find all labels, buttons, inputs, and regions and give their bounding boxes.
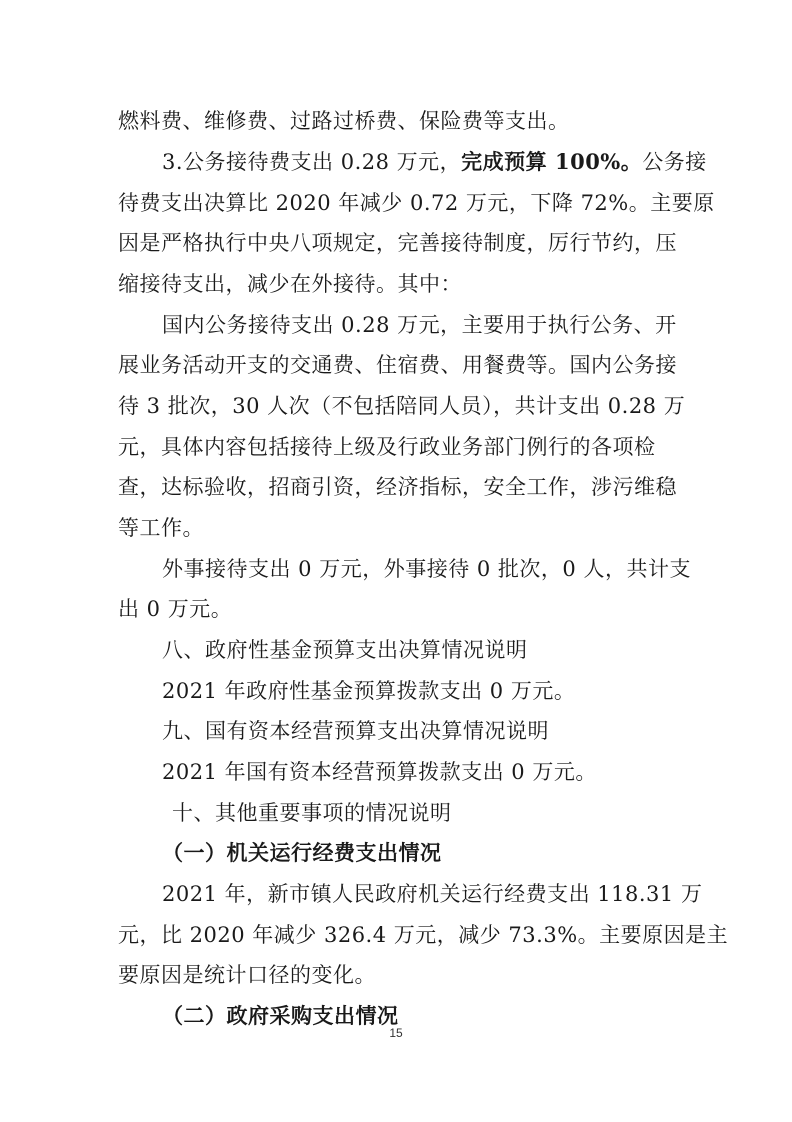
paragraph-line: 等工作。 — [118, 516, 204, 540]
paragraph-line: 元，具体内容包括接待上级及行政业务部门例行的各项检 — [118, 435, 656, 459]
paragraph-line — [162, 148, 707, 176]
paragraph-line: 待 3 批次，30 人次（不包括陪同人员），共计支出 0.28 万 — [118, 394, 686, 418]
bold-text-run: 完成预算 100%。 — [461, 149, 643, 174]
paragraph-line: 2021 年，新市镇人民政府机关运行经费支出 118.31 万 — [162, 882, 703, 906]
subsection-heading: （一）机关运行经费支出情况 — [162, 840, 442, 865]
text-run: 3.公务接待费支出 0.28 万元， — [162, 150, 462, 174]
section-heading: 八、政府性基金预算支出决算情况说明 — [162, 638, 528, 662]
paragraph-line: 要原因是统计口径的变化。 — [118, 963, 376, 987]
page-number: 15 — [389, 1026, 403, 1040]
paragraph-line: 外事接待支出 0 万元，外事接待 0 批次，0 人，共计支 — [162, 557, 691, 581]
paragraph-line: 元，比 2020 年减少 326.4 万元，减少 73.3%。主要原因是主 — [118, 923, 729, 947]
section-heading: 九、国有资本经营预算支出决算情况说明 — [162, 719, 549, 743]
subsection-heading: （二）政府采购支出情况 — [162, 1003, 399, 1028]
section-heading: 十、其他重要事项的情况说明 — [172, 801, 452, 825]
paragraph-line: 待费支出决算比 2020 年减少 0.72 万元，下降 72%。主要原 — [118, 191, 715, 215]
paragraph-line: 展业务活动开支的交通费、住宿费、用餐费等。国内公务接 — [118, 353, 677, 377]
paragraph-line: 缩接待支出，减少在外接待。其中： — [118, 272, 462, 296]
paragraph-line: 国内公务接待支出 0.28 万元，主要用于执行公务、开 — [162, 313, 677, 337]
text-run: 公务接 — [642, 150, 707, 174]
paragraph-line: 查，达标验收，招商引资，经济指标，安全工作，涉污维稳 — [118, 475, 677, 499]
paragraph-line: 2021 年政府性基金预算拨款支出 0 万元。 — [162, 679, 576, 703]
paragraph-line: 2021 年国有资本经营预算拨款支出 0 万元。 — [162, 760, 597, 784]
paragraph-line: 出 0 万元。 — [118, 597, 233, 621]
paragraph-line: 因是严格执行中央八项规定，完善接待制度，厉行节约，压 — [118, 231, 677, 255]
paragraph-line: 燃料费、维修费、过路过桥费、保险费等支出。 — [118, 109, 570, 133]
